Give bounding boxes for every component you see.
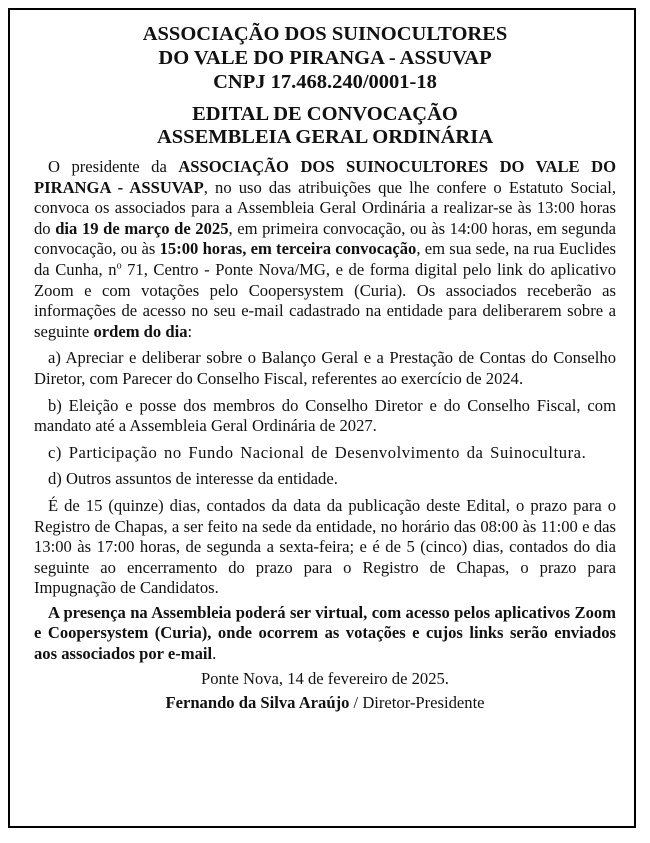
signature-line [34,693,616,714]
agenda-item-c: c) Participação no Fundo Nacional de Desenvolvimento da Suinocultura. [48,442,587,462]
signatory-role: / Diretor-Presidente [349,693,485,713]
edital-title: EDITAL DE CONVOCAÇÃO [192,103,458,125]
intro-paragraph: O presidente da ASSOCIAÇÃO DOS SUINOCULTORES DO VALE DO PIRANGA - ASSUVAP, no uso das atribuições que lhe confere o Estatuto Social, convoca os associados para a Assembleia Geral Ordinária a realizar-se às 13:00 horas do dia 19 de março de 2025, em primeira convocação, ou às 14:00 horas, em segunda convocação, ou às 15:00 horas, em terceira convocação, em sua sede, na rua Euclides da Cunha, $n^o$ 71, Centro - Ponte Nova/MG, e de forma digital pelo link do aplicativo Zoom e com votações pelo Coopersystem (Curia). Os associados receberão as informações de acesso no seu e-mail cadastrado na entidade para deliberarem sobre a seguinte ordem do dia: [34,157,617,341]
place-date: Ponte Nova, 14 de fevereiro de 2025. [201,668,449,688]
assembly-title: ASSEMBLEIA GERAL ORDINÁRIA [156,126,494,148]
org-name-line2: DO VALE DO PIRANGA - ASSUVAP [158,47,492,69]
meeting-date: dia 19 de março de 2025 [55,218,229,238]
third-call-time: 15:00 horas, em terceira convocação [159,239,417,259]
agenda-item-d: d) Outros assuntos de interesse da entidade. [48,469,338,489]
notice-frame [8,8,636,828]
chapas-paragraph: É de 15 (quinze) dias, contados da data da publicação deste Edital, o prazo para o Registro de Chapas, a ser feito na sede da entidade, no horário das 08:00 às 11:00 e das 13:00 às 17:00 horas, de segunda a sexta-feira; e é de 5 (cinco) dias, contados do dia seguinte ao encerramento do prazo para o Registro de Chapas, o prazo para Impugnação de Candidatos. [34,495,616,598]
org-name-bold: ASSOCIAÇÃO DOS SUINOCULTORES DO VALE DO PIRANGA - ASSUVAP [34,157,617,197]
notice-body [34,157,616,714]
signatory-name: Fernando da Silva Araújo [165,693,350,713]
agenda-label: ordem do dia [93,321,188,341]
org-name-line1: ASSOCIAÇÃO DOS SUINOCULTORES [142,23,508,45]
cnpj-line: CNPJ 17.468.240/0001-18 [213,71,437,93]
agenda-item-a: a) Apreciar e deliberar sobre o Balanço Geral e a Prestação de Contas do Conselho Diretor, com Parecer do Conselho Fiscal, referentes ao exercício de 2024. [34,348,616,388]
virtual-notice: A presença na Assembleia poderá ser virtual, com acesso pelos aplicativos Zoom e Coopersystem (Curia), onde ocorrem as votações e cujos links serão enviados aos associados por e-mail. [34,602,616,664]
agenda-item-b: b) Eleição e posse dos membros do Conselho Diretor e do Conselho Fiscal, com mandato até a Assembleia Geral Ordinária de 2027. [34,395,616,436]
